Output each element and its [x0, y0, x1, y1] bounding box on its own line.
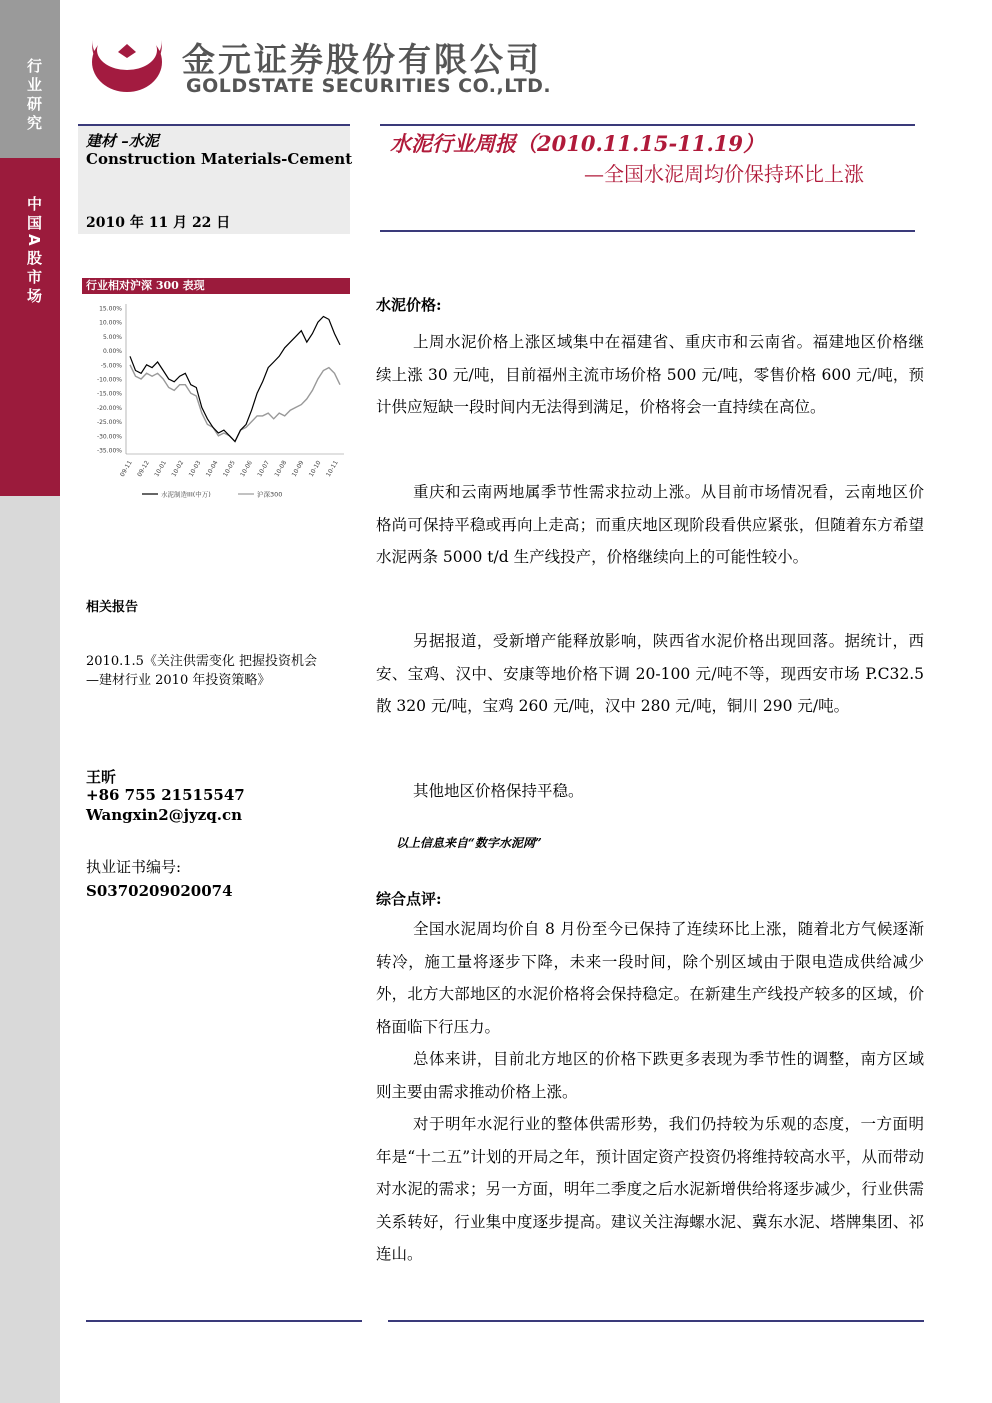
x-tick-label: 10-04 [204, 459, 220, 479]
analyst-phone: +86 755 21515547 [86, 786, 245, 804]
sector-label-en: Construction Materials-Cement [86, 150, 353, 168]
title-rule-top [380, 124, 915, 126]
relative-performance-chart [82, 294, 350, 508]
y-axis-ticks [97, 306, 122, 455]
chart-legend [142, 490, 282, 499]
series-line [130, 317, 340, 442]
report-title: 水泥行业周报（2010.11.15-11.19） [390, 131, 764, 156]
x-tick-label: 09-11 [118, 459, 134, 479]
sidebar-research-label: 行业研究 [25, 58, 43, 134]
analyst-name: 王昕 [86, 768, 117, 786]
y-tick-label: -35.00% [96, 447, 122, 455]
x-tick-label: 10-10 [307, 459, 323, 479]
x-axis-ticks [119, 459, 340, 478]
price-paragraph-2: 重庆和云南两地属季节性需求拉动上涨。从目前市场情况看，云南地区价格尚可保持平稳或再向上走高；而重庆地区现阶段看供应紧张，但随着东方希望水泥两条 5000 t/d 生产线投产，价格继续向上的可能性较小。 [376, 483, 924, 566]
sidebar-band-top [0, 0, 60, 158]
x-tick-label: 10-08 [273, 459, 289, 479]
x-tick-label: 10-05 [221, 459, 237, 479]
cert-number: S0370209020074 [86, 882, 233, 900]
company-name-cn: 金元证券股份有限公司 [182, 40, 542, 79]
report-subtitle: —全国水泥周均价保持环比上涨 [584, 162, 864, 186]
related-reports-heading: 相关报告 [86, 600, 139, 615]
comment-section-heading: 综合点评: [376, 890, 442, 908]
footer-rule-right [388, 1320, 924, 1322]
y-tick-label: 5.00% [102, 333, 122, 341]
x-tick-label: 10-06 [239, 459, 254, 479]
y-tick-label: -30.00% [96, 433, 122, 441]
price-paragraph-3: 另据报道，受新增产能释放影响，陕西省水泥价格出现回落。据统计，西安、宝鸡、汉中、安康等地价格下调 20-100 元/吨不等，现西安市场 P.C32.5 散 320 元/吨，宝鸡 260 元/吨，汉中 280 元/吨，铜川 290 元/吨。 [376, 632, 924, 715]
comment-paragraph-2: 总体来讲，目前北方地区的价格下跌更多表现为季节性的调整，南方区域则主要由需求推动价格上涨。 [376, 1050, 924, 1101]
y-tick-label: -20.00% [96, 404, 122, 412]
chart-series [130, 317, 340, 442]
company-logo-icon [88, 32, 166, 98]
footer-rule-left [86, 1320, 362, 1322]
chart-title: 行业相对沪深 300 表现 [82, 278, 350, 294]
y-tick-label: -10.00% [96, 376, 122, 384]
y-tick-label: 10.00% [99, 319, 122, 327]
x-tick-label: 10-07 [256, 459, 272, 479]
y-tick-label: -5.00% [100, 362, 122, 370]
x-tick-label: 10-01 [153, 459, 169, 479]
comment-paragraph-1: 全国水泥周均价自 8 月份至今已保持了连续环比上涨，随着北方气候逐渐转冷，施工量将逐步下降，未来一段时间，除个别区域由于限电造成供给减少外，北方大部地区的水泥价格将会保持稳定。在新建生产线投产较多的区域，价格面临下行压力。 [376, 920, 924, 1036]
comment-paragraph-3: 对于明年水泥行业的整体供需形势，我们仍持较为乐观的态度，一方面明年是“十二五”计划的开局之年，预计固定资产投资仍将维持较高水平，从而带动对水泥的需求；另一方面，明年二季度之后水泥新增供给将逐步减少，行业供需关系转好，行业集中度逐步提高。建议关注海螺水泥、冀东水泥、塔牌集团、祁连山。 [376, 1115, 924, 1263]
sidebar-market-label: 中国A股市场 [25, 196, 43, 307]
y-tick-label: 0.00% [102, 348, 122, 356]
sidebar-band-red [0, 158, 60, 496]
related-report-line1: 2010.1.5《关注供需变化 把握投资机会 [86, 654, 318, 669]
price-paragraph-1: 上周水泥价格上涨区域集中在福建省、重庆市和云南省。福建地区价格继续上涨 30 元/吨，目前福州主流市场价格 500 元/吨，零售价格 600 元/吨，预计供应短缺一段时间内无法得到满足，价格将会一直持续在高位。 [376, 333, 924, 416]
x-tick-label: 10-09 [290, 459, 306, 479]
legend-label: 水泥制造III(中万) [161, 490, 211, 499]
y-tick-label: -25.00% [96, 419, 122, 427]
series-line [130, 365, 340, 442]
x-tick-label: 10-02 [170, 459, 186, 479]
company-name-en: GOLDSTATE SECURITIES CO.,LTD. [186, 75, 552, 97]
x-tick-label: 09-12 [136, 459, 151, 479]
title-rule-bottom [380, 230, 915, 232]
y-tick-label: 15.00% [99, 305, 122, 313]
source-note: 以上信息来自“数字水泥网” [396, 836, 542, 850]
price-section-heading: 水泥价格: [376, 296, 442, 314]
analyst-email[interactable]: Wangxin2@jyzq.cn [86, 806, 243, 824]
y-tick-label: -15.00% [96, 390, 122, 398]
legend-label: 沪深300 [257, 490, 283, 499]
x-tick-label: 10-03 [187, 459, 203, 479]
sector-label-cn: 建材 –水泥 [86, 132, 159, 150]
report-date: 2010 年 11 月 22 日 [86, 215, 231, 231]
related-report-line2: —建材行业 2010 年投资策略》 [86, 673, 271, 688]
price-paragraph-4: 其他地区价格保持平稳。 [413, 782, 584, 800]
cert-label: 执业证书编号: [86, 858, 182, 876]
x-tick-label: 10-11 [324, 459, 340, 479]
